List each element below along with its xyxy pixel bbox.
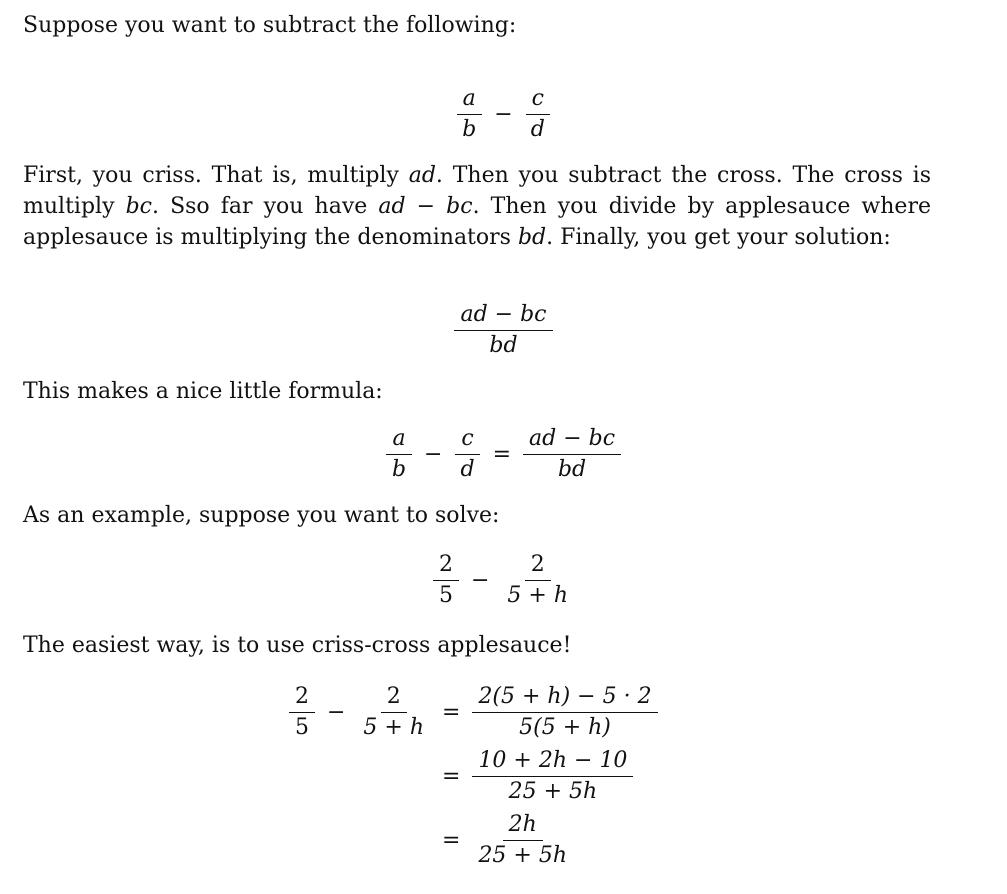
fraction-2-over-5 [433, 550, 459, 611]
derivation-lhs [294, 682, 434, 743]
fraction-2-over-5-plus-h [501, 550, 574, 611]
denominator: 25 + 5h [478, 842, 568, 868]
numerator: 2 [381, 682, 407, 713]
equals-sign: = [442, 699, 461, 725]
derivation-row-1 [294, 680, 662, 744]
fraction-ad-bc-over-bd [523, 424, 621, 485]
text-segment: . Then you divide by applesauce where applesauce is multiplying the denominators [23, 194, 931, 250]
numerator: c [455, 424, 479, 455]
equals-sign: = [492, 442, 512, 467]
fraction-2-over-5 [289, 682, 315, 743]
numerator: a [386, 424, 411, 455]
numerator: 2 [289, 682, 315, 713]
numerator: a [457, 84, 482, 115]
derivation-step-1 [472, 682, 657, 743]
explanation-paragraph [23, 160, 931, 253]
equation-solution-fraction [0, 300, 1007, 361]
fraction-a-over-b [456, 84, 482, 145]
denominator: b [391, 457, 407, 482]
derivation-step-3 [472, 810, 573, 871]
intro-text: Suppose you want to subtract the following: [23, 13, 517, 38]
denominator: bd [489, 333, 518, 358]
minus-sign: − [494, 102, 513, 127]
numerator: ad − bc [523, 424, 621, 455]
denominator: 5 [294, 714, 309, 740]
equals-sign: = [442, 763, 461, 789]
equation-subtraction [0, 84, 1007, 145]
derivation-row-2 [316, 744, 662, 808]
denominator: bd [557, 457, 587, 482]
equation-formula [0, 424, 1007, 485]
numerator: 2 [433, 550, 459, 581]
minus-sign: − [424, 442, 443, 467]
minus-sign: − [470, 568, 490, 593]
denominator: b [462, 117, 477, 142]
example-intro-text: As an example, suppose you want to solve: [23, 503, 500, 528]
text-segment: . Then you subtract the cross. The cross is multiply [23, 163, 931, 219]
derivation-row-3 [316, 808, 662, 872]
fraction-2-over-5-plus-h [357, 682, 430, 743]
numerator: ad − bc [454, 300, 552, 331]
text-segment: . Sso far you have [151, 194, 379, 219]
derivation-step-2 [472, 746, 633, 807]
equation-example [0, 550, 1007, 611]
denominator: 5 + h [363, 714, 424, 740]
numerator: 2h [503, 810, 543, 841]
denominator: d [530, 117, 545, 142]
easiest-way-text: The easiest way, is to use criss-cross applesauce! [23, 633, 572, 658]
numerator: c [526, 84, 550, 115]
denominator: d [460, 457, 475, 482]
denominator: 5(5 + h) [519, 714, 611, 740]
denominator: 25 + 5h [508, 778, 598, 804]
denominator: 5 [438, 583, 453, 608]
numerator: 2(5 + h) − 5 · 2 [472, 682, 657, 713]
text-segment: First, you criss. That is, multiply [23, 163, 409, 188]
fraction-ad-bc-over-bd [454, 300, 552, 361]
denominator: 5 + h [507, 583, 569, 608]
math-ad: ad [408, 163, 436, 188]
minus-sign: − [326, 699, 346, 725]
numerator: 10 + 2h − 10 [472, 746, 633, 777]
equals-sign: = [442, 827, 461, 853]
formula-intro-text: This makes a nice little formula: [23, 379, 383, 404]
solution-derivation [294, 680, 662, 872]
fraction-c-over-d [525, 84, 551, 145]
math-bd: bd [517, 225, 547, 250]
math-ad-minus-bc: ad − bc [378, 194, 473, 219]
fraction-a-over-b [386, 424, 412, 485]
text-segment: . Finally, you get your solution: [546, 225, 891, 250]
math-bc: bc [125, 194, 152, 219]
fraction-c-over-d [454, 424, 480, 485]
numerator: 2 [525, 550, 551, 581]
